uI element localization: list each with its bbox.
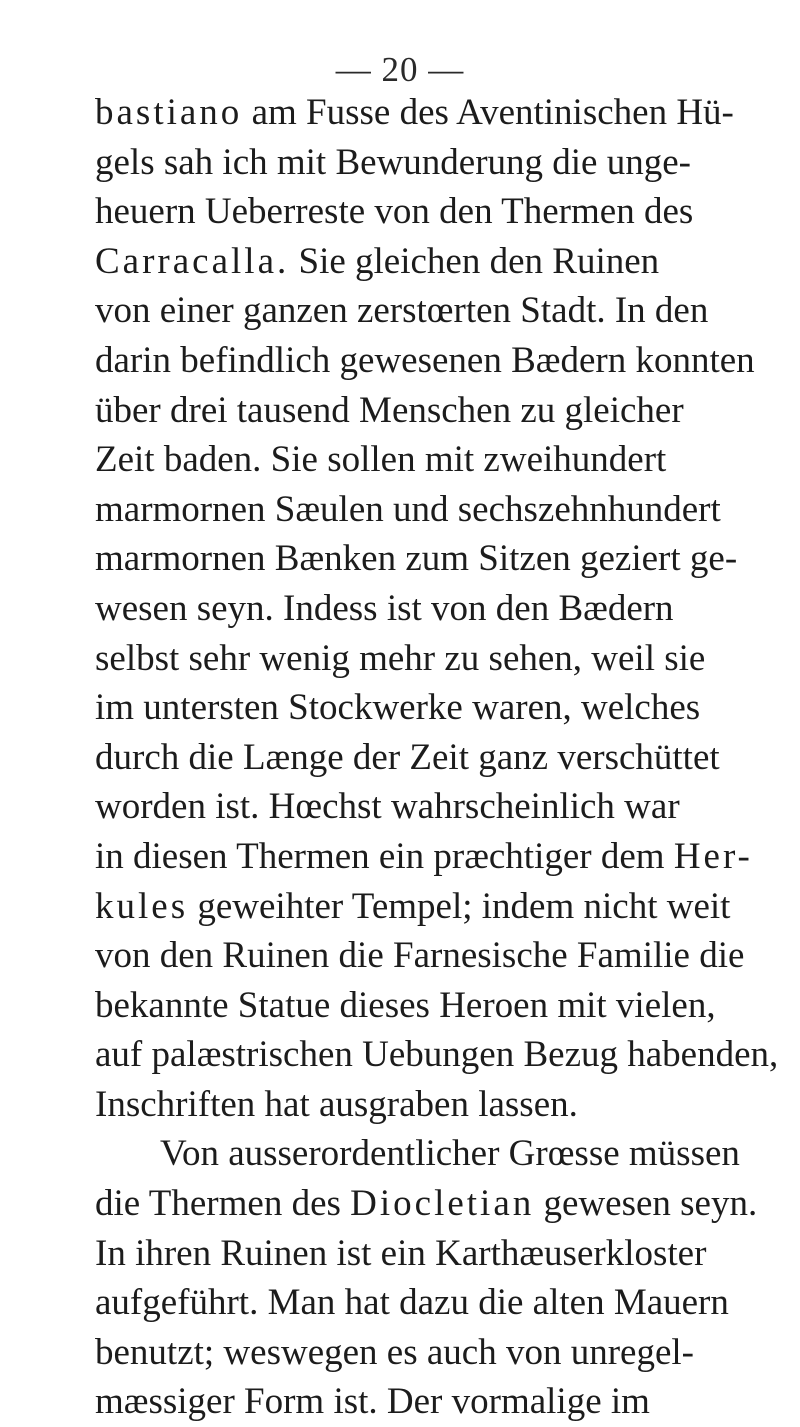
text-line-21: Inschriften hat ausgraben lassen.: [95, 1083, 578, 1125]
text-line-4-rest: Sie gleichen den Ruinen: [289, 240, 660, 282]
text-line-22: Von ausserordentlicher Grœsse müssen: [160, 1133, 740, 1175]
text-line-19: bekannte Statue dieses Heroen mit vielen,: [95, 984, 716, 1026]
spaced-name-kules: kules: [95, 885, 189, 927]
text-line-15: worden ist. Hœchst wahrscheinlich war: [95, 786, 680, 828]
text-line-25: aufgeführt. Man hat dazu die alten Mauern: [95, 1282, 729, 1324]
text-line-17: [95, 882, 800, 932]
body-text: [95, 88, 800, 1427]
text-line-16: [95, 832, 800, 882]
text-line-16-start: in diesen Thermen ein præchtiger dem: [95, 835, 674, 877]
text-line-6: darin befindlich gewesenen Bædern konnten: [95, 339, 755, 381]
text-line-17-rest: geweihter Tempel; indem nicht weit: [188, 885, 731, 927]
text-line-1-rest: am Fusse des Aventinischen Hü-: [242, 92, 734, 133]
spaced-name-carracalla: Carracalla.: [95, 240, 290, 282]
text-line-13: im untersten Stockwerke waren, welches: [95, 687, 701, 729]
text-line-10: marmornen Bænken zum Sitzen geziert ge-: [95, 538, 738, 580]
text-line-23-start: die Thermen des: [95, 1183, 351, 1225]
text-line-23: [95, 1179, 800, 1229]
text-line-3: heuern Ueberreste von den Thermen des: [95, 191, 694, 233]
text-line-11: wesen seyn. Indess ist von den Bædern: [95, 587, 674, 629]
text-line-20: auf palæstrischen Uebungen Bezug habenden,: [95, 1034, 779, 1076]
text-line-27: mæssiger Form ist. Der vormalige im: [95, 1381, 650, 1423]
text-line-1: [95, 88, 800, 138]
spaced-name-her: Her-: [673, 835, 753, 877]
spaced-name-diocletian: Diocletian: [350, 1183, 535, 1225]
text-line-9: marmornen Sæulen und sechszehnhundert: [95, 488, 721, 530]
text-line-12: selbst sehr wenig mehr zu sehen, weil sie: [95, 637, 706, 679]
text-line-2: gels sah ich mit Bewunderung die unge-: [95, 141, 691, 183]
text-line-14: durch die Længe der Zeit ganz verschüttet: [95, 736, 720, 778]
text-line-23-rest: gewesen seyn.: [534, 1183, 758, 1225]
text-line-7: über drei tausend Menschen zu gleicher: [95, 389, 684, 431]
text-line-18: von den Ruinen die Farnesische Familie die: [95, 935, 745, 977]
spaced-name-bastiano: bastiano: [95, 92, 243, 133]
text-line-4: [95, 237, 800, 287]
text-line-8: Zeit baden. Sie sollen mit zweihundert: [95, 439, 667, 481]
text-line-26: benutzt; weswegen es auch von unregel-: [95, 1331, 694, 1373]
text-line-5: von einer ganzen zerstœrten Stadt. In den: [95, 290, 709, 332]
page-number: — 20 —: [335, 50, 465, 89]
text-line-24: In ihren Ruinen ist ein Karthæuserkloster: [95, 1232, 707, 1274]
